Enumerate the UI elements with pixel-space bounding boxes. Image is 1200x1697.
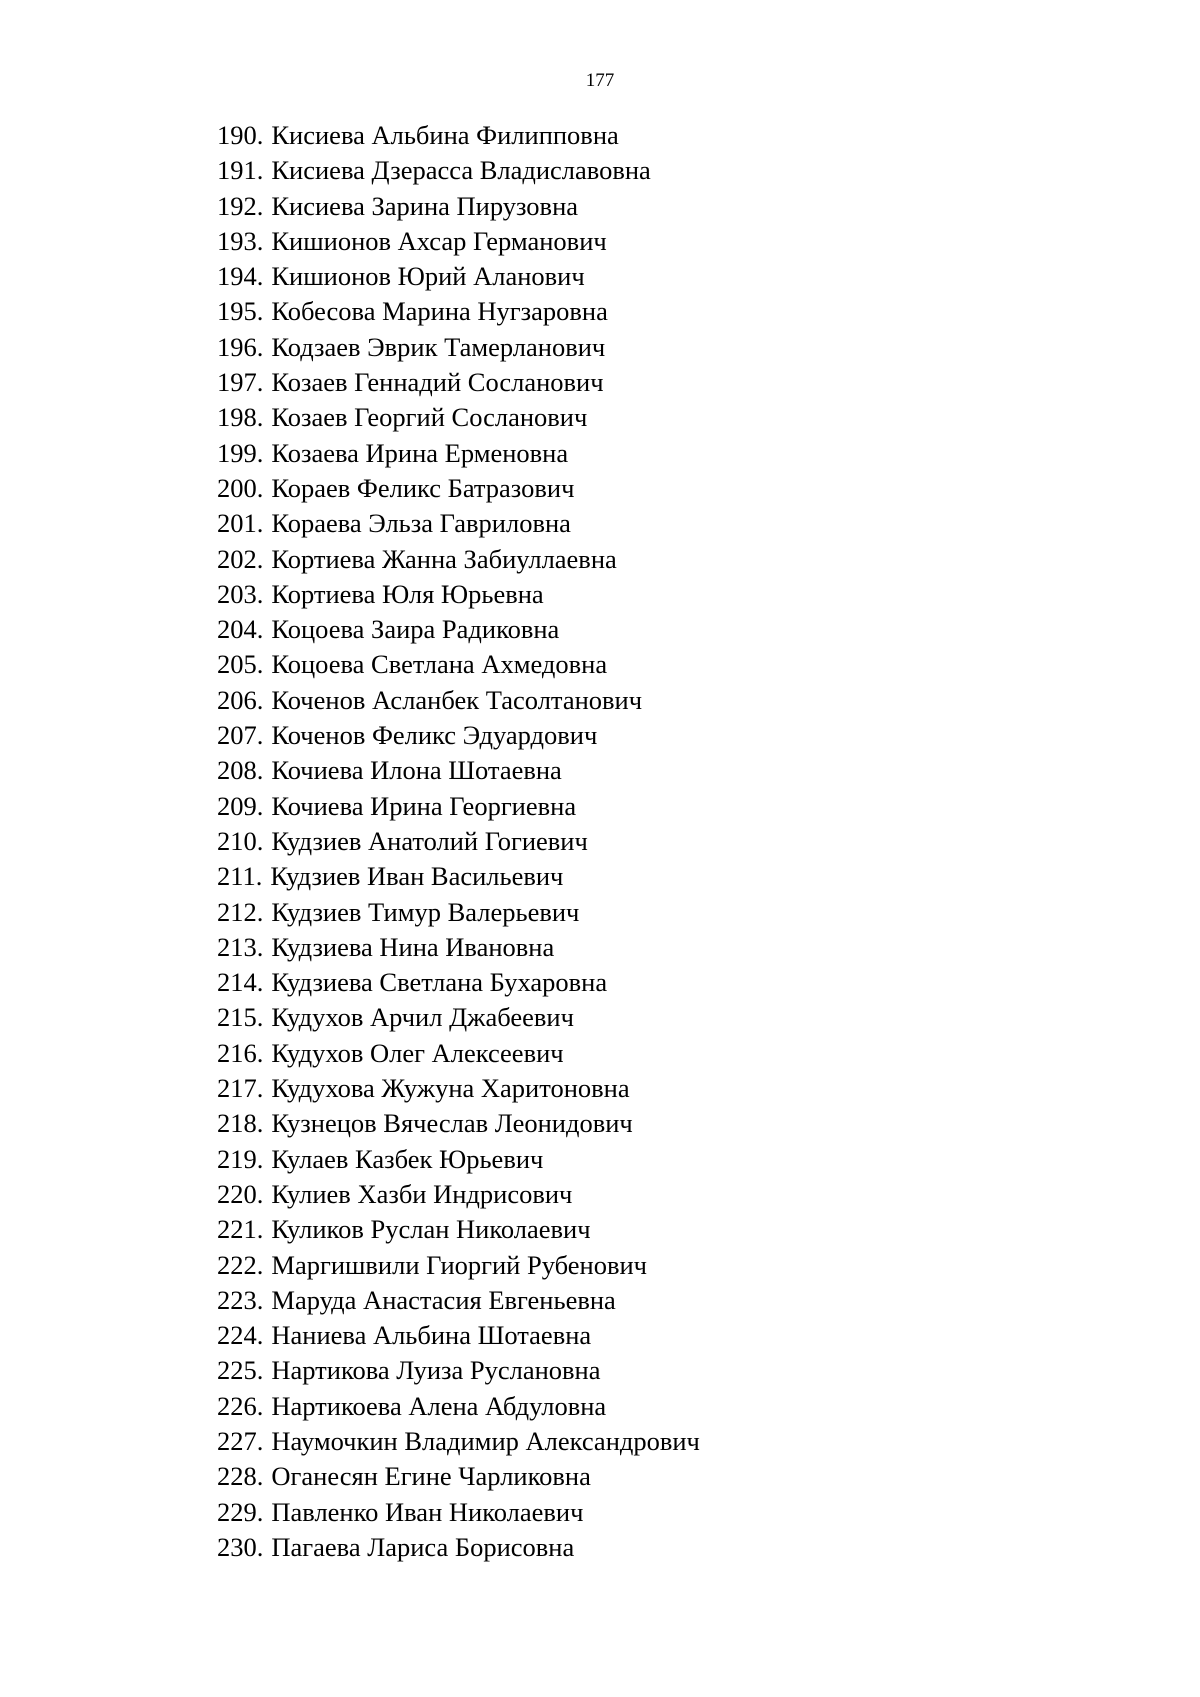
list-item-name: Коченов Асланбек Тасолтанович bbox=[271, 684, 643, 715]
list-item-name: Оганесян Егине Чарликовна bbox=[271, 1461, 591, 1492]
list-item-number: 201. bbox=[217, 508, 264, 539]
list-item-name: Козаева Ирина Ерменовна bbox=[271, 437, 569, 468]
list-item bbox=[217, 1495, 700, 1530]
list-item bbox=[217, 294, 700, 329]
list-item-number: 195. bbox=[217, 296, 264, 327]
list-item bbox=[217, 824, 700, 859]
list-item bbox=[217, 1106, 700, 1141]
list-item-number: 218. bbox=[217, 1108, 264, 1139]
list-item bbox=[217, 1283, 700, 1318]
list-item-name: Наумочкин Владимир Александрович bbox=[271, 1425, 700, 1456]
list-item-number: 205. bbox=[217, 649, 264, 680]
list-item bbox=[217, 1000, 700, 1035]
list-item bbox=[217, 647, 700, 682]
list-item-number: 217. bbox=[217, 1073, 264, 1104]
list-item-number: 221. bbox=[217, 1214, 264, 1245]
list-item-name: Кортиева Жанна Забиуллаевна bbox=[271, 543, 617, 574]
list-item bbox=[217, 224, 700, 259]
list-item bbox=[217, 189, 700, 224]
list-item-name: Кисиева Альбина Филипповна bbox=[271, 120, 619, 150]
list-item-name: Кулаев Казбек Юрьевич bbox=[271, 1143, 544, 1174]
list-item-name: Павленко Иван Николаевич bbox=[271, 1496, 584, 1527]
list-item-number: 191. bbox=[217, 155, 264, 186]
list-item-number: 225. bbox=[217, 1355, 264, 1386]
list-item-number: 214. bbox=[217, 967, 264, 998]
list-item-number: 200. bbox=[217, 472, 264, 503]
list-item-name: Кораев Феликс Батразович bbox=[271, 472, 575, 503]
list-item bbox=[217, 436, 700, 471]
list-item-name: Коцоева Светлана Ахмедовна bbox=[271, 649, 608, 680]
list-item-number: 207. bbox=[217, 720, 264, 751]
list-item-name: Нартикоева Алена Абдуловна bbox=[271, 1390, 607, 1421]
list-item-name: Кортиева Юля Юрьевна bbox=[271, 578, 544, 609]
list-item bbox=[217, 965, 700, 1000]
list-item-number: 209. bbox=[217, 790, 264, 821]
list-item bbox=[217, 1212, 700, 1247]
list-item-name: Коцоева Заира Радиковна bbox=[271, 614, 560, 645]
list-item-name: Кочиева Ирина Георгиевна bbox=[271, 790, 577, 821]
list-item-name: Кудзиев Иван Васильевич bbox=[270, 861, 564, 892]
list-item bbox=[217, 1248, 700, 1283]
list-item bbox=[217, 506, 700, 541]
list-item bbox=[217, 400, 700, 435]
list-item bbox=[217, 153, 700, 188]
list-item-name: Кочиева Илона Шотаевна bbox=[271, 755, 562, 786]
list-item-number: 224. bbox=[217, 1320, 264, 1351]
list-item-name: Кудухов Олег Алексеевич bbox=[271, 1037, 564, 1068]
list-item bbox=[217, 1459, 700, 1494]
list-item-name: Кобесова Марина Нугзаровна bbox=[271, 296, 608, 327]
list-item-name: Кудухов Арчил Джабеевич bbox=[271, 1002, 574, 1033]
list-item-name: Кудухова Жужуна Харитоновна bbox=[271, 1073, 630, 1104]
list-item-name: Козаев Геннадий Сосланович bbox=[271, 367, 604, 398]
list-item-number: 197. bbox=[217, 367, 264, 398]
list-item bbox=[217, 683, 700, 718]
list-item-name: Куликов Руслан Николаевич bbox=[271, 1214, 591, 1245]
list-item-number: 206. bbox=[217, 684, 264, 715]
list-item-name: Кораева Эльза Гавриловна bbox=[271, 508, 571, 539]
list-item bbox=[217, 1142, 700, 1177]
list-item-name: Нартикова Луиза Руслановна bbox=[271, 1355, 601, 1386]
name-list bbox=[217, 118, 700, 1565]
list-item-name: Кишионов Ахсар Германович bbox=[271, 225, 607, 256]
list-item-number: 216. bbox=[217, 1037, 264, 1068]
list-item-number: 219. bbox=[217, 1143, 264, 1174]
list-item-number: 220. bbox=[217, 1178, 264, 1209]
list-item bbox=[217, 1389, 700, 1424]
list-item-name: Кудзиев Тимур Валерьевич bbox=[271, 896, 580, 927]
list-item-number: 227. bbox=[217, 1425, 264, 1456]
list-item-number: 192. bbox=[217, 190, 264, 221]
list-item bbox=[217, 365, 700, 400]
list-item-name: Кулиев Хазби Индрисович bbox=[271, 1178, 573, 1209]
list-item bbox=[217, 1071, 700, 1106]
list-item bbox=[217, 1318, 700, 1353]
list-item-name: Пагаева Лариса Борисовна bbox=[271, 1531, 575, 1562]
list-item-number: 212. bbox=[217, 896, 264, 927]
list-item-number: 229. bbox=[217, 1496, 264, 1527]
list-item-number: 213. bbox=[217, 931, 264, 962]
list-item-number: 203. bbox=[217, 578, 264, 609]
list-item-number: 198. bbox=[217, 402, 264, 433]
list-item bbox=[217, 471, 700, 506]
list-item-name: Кудзиева Светлана Бухаровна bbox=[271, 967, 608, 998]
list-item-number: 193. bbox=[217, 225, 264, 256]
list-item-number: 230. bbox=[217, 1531, 264, 1562]
list-item bbox=[217, 859, 700, 894]
list-item-number: 208. bbox=[217, 755, 264, 786]
list-item bbox=[217, 1353, 700, 1388]
list-item-name: Кисиева Зарина Пирузовна bbox=[271, 190, 579, 221]
list-item-number: 226. bbox=[217, 1390, 264, 1421]
list-item bbox=[217, 1177, 700, 1212]
list-item-name: Козаев Георгий Сосланович bbox=[271, 402, 588, 433]
list-item bbox=[217, 718, 700, 753]
list-item-number: 199. bbox=[217, 437, 264, 468]
list-item-name: Маруда Анастасия Евгеньевна bbox=[271, 1284, 616, 1315]
list-item-name: Маргишвили Гиоргий Рубенович bbox=[271, 1249, 647, 1280]
list-item-number: 222. bbox=[217, 1249, 264, 1280]
list-item bbox=[217, 895, 700, 930]
list-item-number: 215. bbox=[217, 1002, 264, 1033]
list-item-name: Кодзаев Эврик Тамерланович bbox=[271, 331, 606, 362]
list-item-name: Кудзиева Нина Ивановна bbox=[271, 931, 555, 962]
list-item-name: Кисиева Дзерасса Владиславовна bbox=[271, 155, 651, 186]
list-item bbox=[217, 612, 700, 647]
list-item bbox=[217, 542, 700, 577]
list-item bbox=[217, 330, 700, 365]
list-item-number: 228. bbox=[217, 1461, 264, 1492]
list-item bbox=[217, 118, 700, 153]
list-item bbox=[217, 753, 700, 788]
list-item-number: 204. bbox=[217, 614, 264, 645]
list-item-number: 202. bbox=[217, 543, 264, 574]
list-item bbox=[217, 577, 700, 612]
list-item-name: Коченов Феликс Эдуардович bbox=[271, 720, 598, 751]
list-item bbox=[217, 789, 700, 824]
list-item-name: Кишионов Юрий Аланович bbox=[271, 261, 585, 292]
list-item bbox=[217, 1424, 700, 1459]
list-item-number: 223. bbox=[217, 1284, 264, 1315]
list-item-number: 190. bbox=[217, 120, 264, 150]
list-item-number: 196. bbox=[217, 331, 264, 362]
list-item-number: 210. bbox=[217, 825, 264, 856]
list-item-number: 194. bbox=[217, 261, 264, 292]
list-item bbox=[217, 1036, 700, 1071]
list-item bbox=[217, 930, 700, 965]
list-item-name: Наниева Альбина Шотаевна bbox=[271, 1320, 592, 1351]
list-item-name: Кудзиев Анатолий Гогиевич bbox=[271, 825, 588, 856]
list-item-number: 211. bbox=[217, 861, 263, 892]
list-item-name: Кузнецов Вячеслав Леонидович bbox=[271, 1108, 633, 1139]
page-number: 177 bbox=[585, 70, 615, 91]
list-item bbox=[217, 259, 700, 294]
list-item bbox=[217, 1530, 700, 1565]
